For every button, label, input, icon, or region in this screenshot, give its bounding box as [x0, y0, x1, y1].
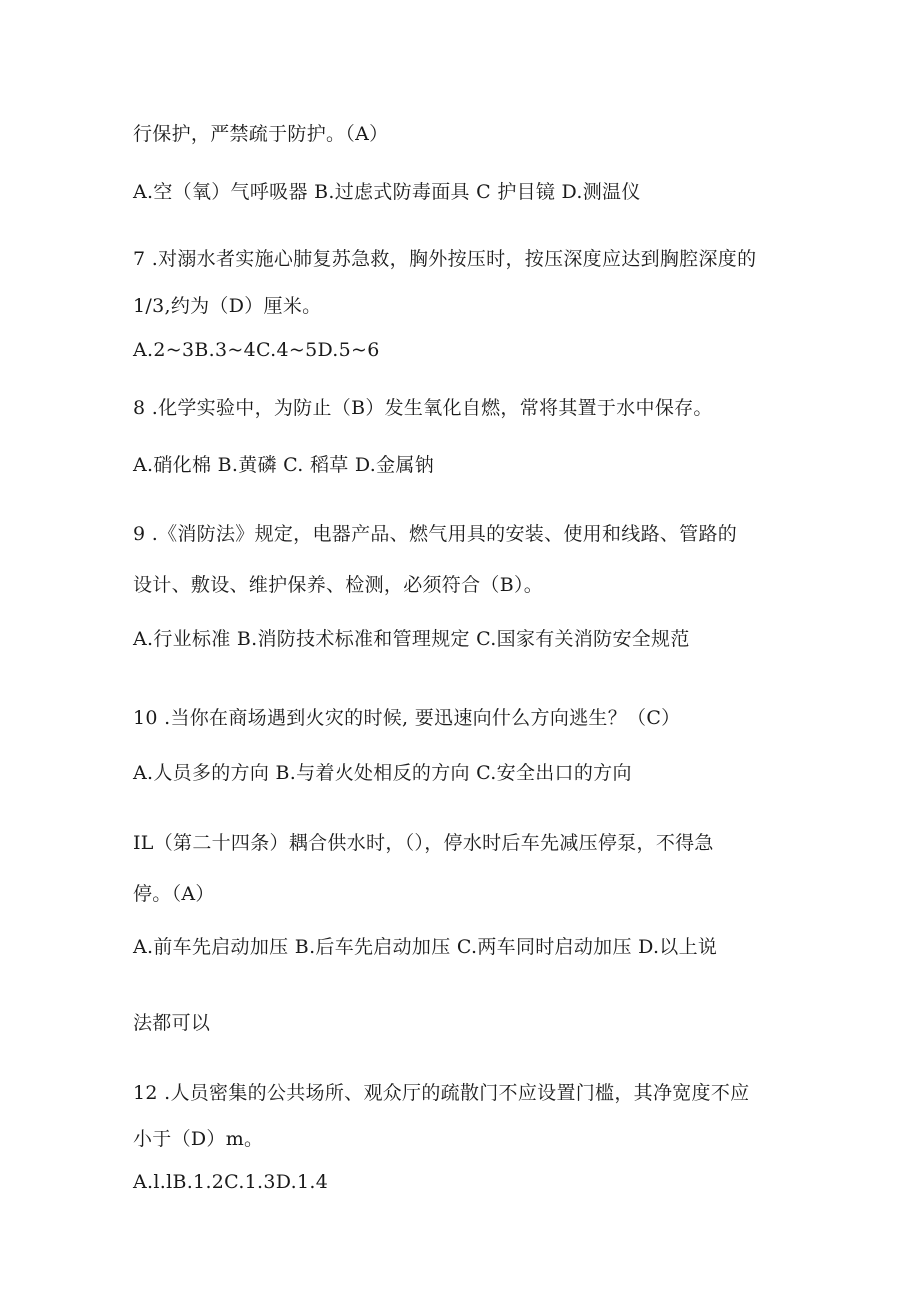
text-line: 设计、敷设、维护保养、检测，必须符合（B）。 — [133, 574, 544, 596]
text-line: 停。（A） — [133, 883, 215, 905]
text-line: IL（第二十四条）耦合供水时，（），停水时后车先减压停泵，不得急 — [133, 832, 714, 854]
text-line: A.前车先启动加压 B.后车先启动加压 C.两车同时启动加压 D.以上说 — [133, 936, 718, 958]
text-line: 12 .人员密集的公共场所、观众厅的疏散门不应设置门槛，其净宽度不应 — [133, 1082, 750, 1104]
text-line: 8 .化学实验中，为防止（B）发生氧化自燃，常将其置于水中保存。 — [133, 397, 713, 419]
text-line: 7 .对溺水者实施心肺复苏急救，胸外按压时，按压深度应达到胸腔深度的 — [133, 248, 757, 270]
text-line: A.2~3B.3~4C.4~5D.5~6 — [133, 339, 380, 361]
text-line: 行保护，严禁疏于防护。（A） — [133, 123, 389, 145]
text-line: A.硝化棉 B.黄磷 C. 稻草 D.金属钠 — [133, 454, 435, 476]
text-line: 10 .当你在商场遇到火灾的时候, 要迅速向什么方向逃生？（C） — [133, 707, 681, 729]
text-line: A.空（氧）气呼吸器 B.过虑式防毒面具 C 护目镜 D.测温仪 — [133, 181, 641, 203]
text-line: 法都可以 — [133, 1012, 211, 1034]
text-line: A.人员多的方向 B.与着火处相反的方向 C.安全出口的方向 — [133, 762, 632, 784]
text-line: 1/3,约为（D）厘米。 — [133, 295, 322, 317]
text-line: 9 .《消防法》规定，电器产品、燃气用具的安装、使用和线路、管路的 — [133, 523, 738, 545]
text-line: 小于（D）m。 — [133, 1128, 264, 1150]
text-line: A.行业标准 B.消防技术标准和管理规定 C.国家有关消防安全规范 — [133, 628, 690, 650]
text-line: A.l.lB.1.2C.1.3D.1.4 — [133, 1171, 329, 1193]
